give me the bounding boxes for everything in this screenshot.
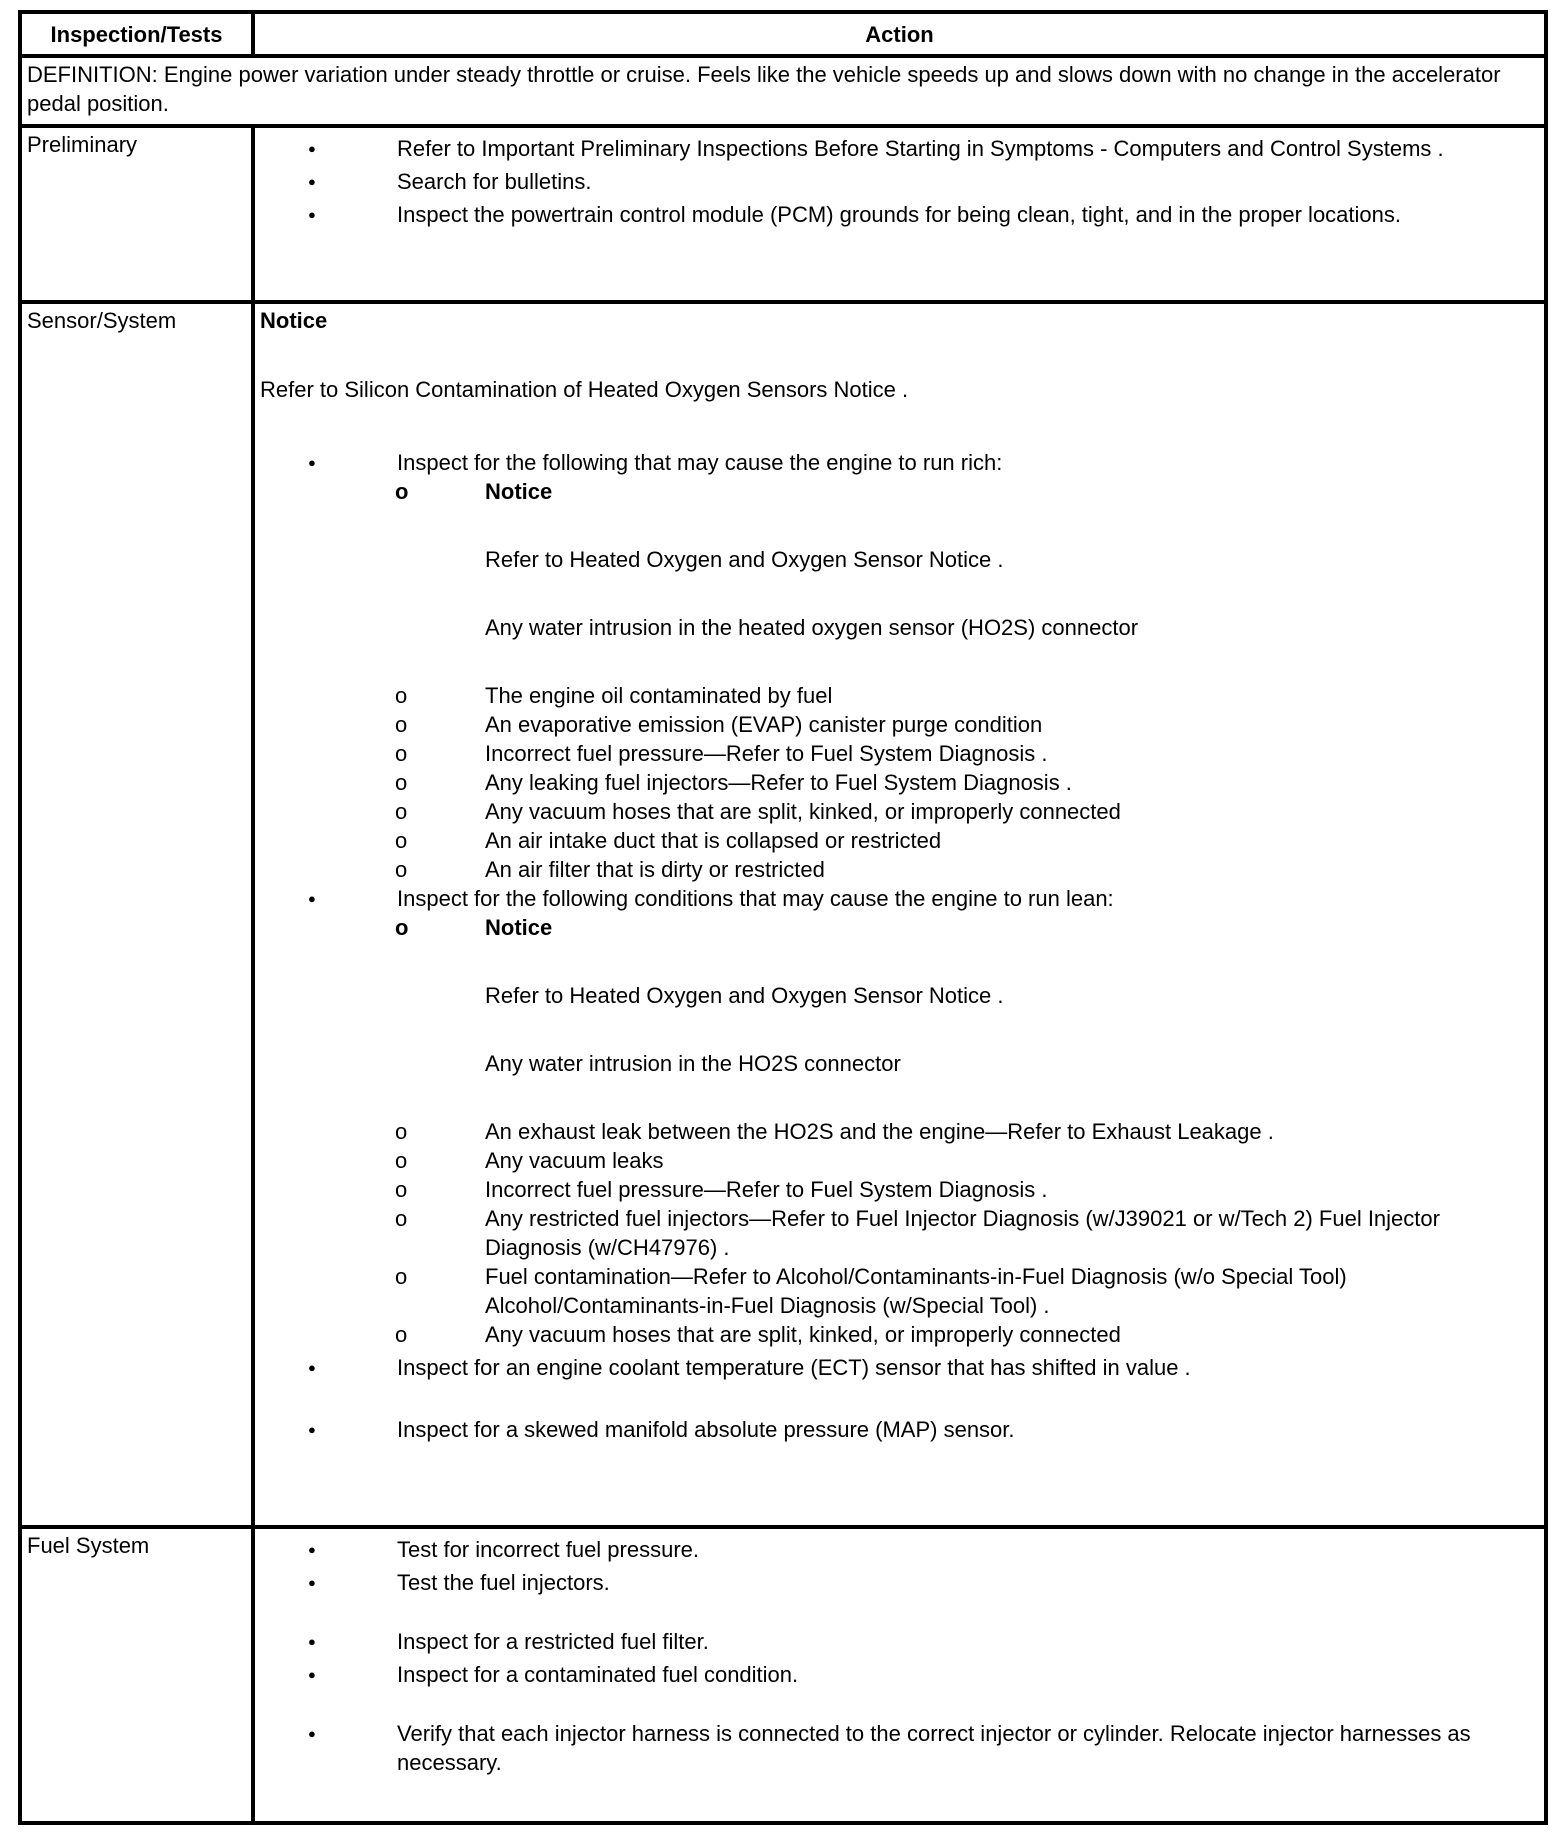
list-item: ● Inspect for a skewed manifold absolute pressure (MAP) sensor. [260,1415,1539,1444]
header-action: Action [253,12,1546,56]
row-actions [253,302,1546,1527]
list-item: ● Verify that each injector harness is connected to the correct injector or cylinder. Relocate injector harnesses as necessary. [260,1719,1539,1777]
diagnostic-table [18,10,1548,1825]
row-label: Sensor/System [20,302,253,1527]
table-row-preliminary [20,126,1546,302]
sub-list-item: o Any vacuum hoses that are split, kinked, or improperly connected [260,797,1539,826]
sub-list-item: o Any vacuum hoses that are split, kinked, or improperly connected [260,1320,1539,1349]
notice-text: Refer to Heated Oxygen and Oxygen Sensor Notice . [485,547,1004,572]
sub-list-item: o Incorrect fuel pressure—Refer to Fuel System Diagnosis . [260,1175,1539,1204]
list-item: ● Inspect for the following conditions that may cause the engine to run lean: [260,884,1539,913]
notice-text: Any water intrusion in the heated oxygen sensor (HO2S) connector [485,615,1139,640]
list-item: ● Inspect for a restricted fuel filter. [260,1627,1539,1656]
list-item: ● Inspect for an engine coolant temperature (ECT) sensor that has shifted in value . [260,1353,1539,1382]
row-actions [253,126,1546,302]
sub-list-item: o Fuel contamination—Refer to Alcohol/Contaminants-in-Fuel Diagnosis (w/o Special Tool) Alcohol/Contaminants-in-Fuel Diagnosis (w/Special Tool) . [260,1262,1539,1320]
list-item: ● Test the fuel injectors. [260,1568,1539,1597]
notice-text: Any water intrusion in the HO2S connector [485,1051,901,1076]
list-item: ● Refer to Important Preliminary Inspections Before Starting in Symptoms - Computers and Control Systems . [260,134,1539,163]
notice-heading: Notice [260,308,328,333]
definition-row [20,56,1546,126]
sub-list-item: o An exhaust leak between the HO2S and the engine—Refer to Exhaust Leakage . [260,1117,1539,1146]
table-row-sensor-system [20,302,1546,1527]
notice-heading: o Notice [260,477,1539,506]
row-actions [253,1527,1546,1823]
notice-text: Refer to Heated Oxygen and Oxygen Sensor Notice . [485,983,1004,1008]
sub-list-item: o Any restricted fuel injectors—Refer to Fuel Injector Diagnosis (w/J39021 or w/Tech 2) Fuel Injector Diagnosis (w/CH47976) . [260,1204,1539,1262]
sub-list-item: o Any leaking fuel injectors—Refer to Fuel System Diagnosis . [260,768,1539,797]
sub-list-item: o An air intake duct that is collapsed or restricted [260,826,1539,855]
list-item: ● Inspect for the following that may cause the engine to run rich: [260,448,1539,477]
table-row-fuel-system [20,1527,1546,1823]
header-inspection-tests: Inspection/Tests [20,12,253,56]
row-label: Preliminary [20,126,253,302]
sub-list-item: o Incorrect fuel pressure—Refer to Fuel System Diagnosis . [260,739,1539,768]
list-item: ● Search for bulletins. [260,167,1539,196]
notice-text: Refer to Silicon Contamination of Heated Oxygen Sensors Notice . [260,377,909,402]
definition-text: DEFINITION: Engine power variation under steady throttle or cruise. Feels like the vehicle speeds up and slows down with no change in the accelerator pedal position. [20,56,1546,126]
sub-list-item: o Any vacuum leaks [260,1146,1539,1175]
list-item: ● Inspect for a contaminated fuel condition. [260,1660,1539,1689]
sub-list-item: o An evaporative emission (EVAP) canister purge condition [260,710,1539,739]
notice-heading: o Notice [260,913,1539,942]
sub-list-item: o The engine oil contaminated by fuel [260,681,1539,710]
sub-list-item: o An air filter that is dirty or restricted [260,855,1539,884]
row-label: Fuel System [20,1527,253,1823]
header-row [20,12,1546,56]
list-item: ● Test for incorrect fuel pressure. [260,1535,1539,1564]
list-item: ● Inspect the powertrain control module (PCM) grounds for being clean, tight, and in the proper locations. [260,200,1539,229]
